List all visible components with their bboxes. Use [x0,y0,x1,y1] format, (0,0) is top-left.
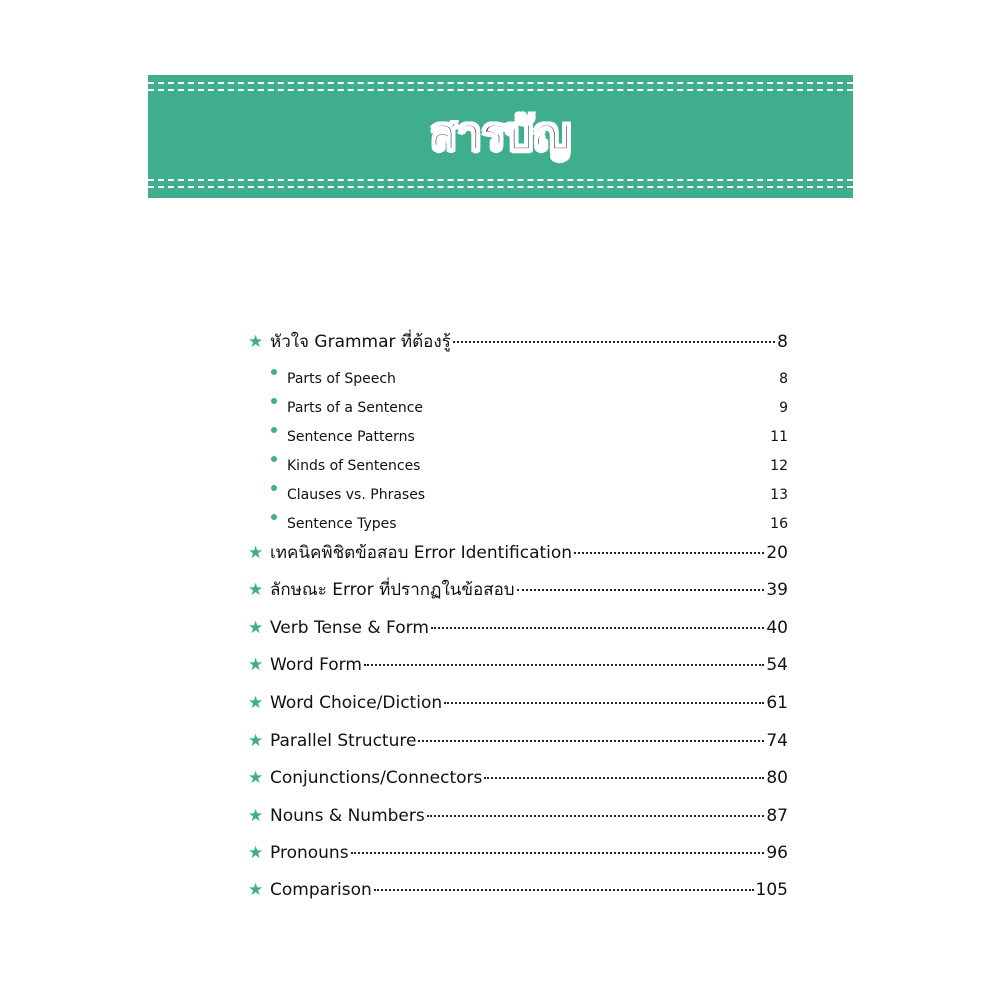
bullet-dot-icon [271,369,277,375]
toc-item-page: 61 [766,693,788,713]
toc-subitem-label: Sentence Types [287,516,397,532]
star-icon: ★ [248,332,264,352]
star-icon: ★ [248,543,264,563]
toc-subitem[interactable] [248,361,788,387]
dot-leader [431,627,764,629]
star-icon: ★ [248,806,264,826]
bullet-dot-icon [271,514,277,520]
toc-item-label: Conjunctions/Connectors [270,768,483,788]
toc-item-page: 96 [766,843,788,863]
dot-leader [427,815,765,817]
toc-subitem-label: Kinds of Sentences [287,458,421,474]
dot-leader [453,341,775,343]
toc-item-label: Verb Tense & Form [270,618,429,638]
toc-item-label: Word Choice/Diction [270,693,443,713]
toc-item-page: 80 [766,768,788,788]
toc-subitem[interactable] [248,506,788,532]
toc-item[interactable] [248,577,788,603]
toc-subitem-label: Parts of Speech [287,371,396,387]
dot-leader [418,740,764,742]
toc-subitem-label: Clauses vs. Phrases [287,487,426,503]
toc-item[interactable] [248,690,788,716]
toc-item-page: 39 [766,580,788,600]
stitch-line [148,82,853,84]
toc-subitem-page: 9 [779,400,788,416]
toc-item[interactable] [248,728,788,754]
toc-item-label: เทคนิคพิชิตข้อสอบ Error Identification [270,543,573,563]
star-icon: ★ [248,693,264,713]
toc-item[interactable] [248,803,788,829]
dot-leader [484,777,764,779]
stitch-line [148,179,853,181]
dot-leader [364,664,764,666]
star-icon: ★ [248,731,264,751]
dot-leader [351,852,765,854]
toc-subitem[interactable] [248,419,788,445]
toc-item[interactable] [248,329,788,355]
toc-item-page: 87 [766,806,788,826]
bullet-dot-icon [271,398,277,404]
toc-subitem-page: 8 [779,371,788,387]
star-icon: ★ [248,843,264,863]
toc-item-label: Word Form [270,655,362,675]
toc-item-label: Parallel Structure [270,731,417,751]
star-icon: ★ [248,580,264,600]
toc-item-label: Nouns & Numbers [270,806,425,826]
star-icon: ★ [248,655,264,675]
toc-item-label: ลักษณะ Error ที่ปรากฏในข้อสอบ [270,580,515,600]
toc-subitem-page: 13 [770,487,788,503]
toc-item-page: 105 [755,880,788,900]
toc-item-page: 54 [766,655,788,675]
bullet-dot-icon [271,427,277,433]
dot-leader [374,889,754,891]
toc-subitem-page: 12 [770,458,788,474]
toc-item-label: Comparison [270,880,372,900]
header-banner [148,75,853,198]
page-title: สารบัญ [430,109,571,160]
toc-subitem-label: Sentence Patterns [287,429,415,445]
toc-subitem-page: 16 [770,516,788,532]
toc-item[interactable] [248,615,788,641]
toc-item-page: 40 [766,618,788,638]
toc-item[interactable] [248,765,788,791]
stitch-line [148,186,853,188]
bullet-dot-icon [271,456,277,462]
star-icon: ★ [248,880,264,900]
dot-leader [444,702,764,704]
dot-leader [574,552,764,554]
toc-item-page: 20 [766,543,788,563]
toc-subitem[interactable] [248,448,788,474]
toc-item[interactable] [248,540,788,566]
stitch-line [148,89,853,91]
toc-subitem-page: 11 [770,429,788,445]
star-icon: ★ [248,618,264,638]
toc-subitem[interactable] [248,390,788,416]
star-icon: ★ [248,768,264,788]
bullet-dot-icon [271,485,277,491]
toc-item[interactable] [248,840,788,866]
toc-item[interactable] [248,652,788,678]
toc-subitem[interactable] [248,477,788,503]
toc-subitem-label: Parts of a Sentence [287,400,424,416]
toc-item-page: 8 [777,332,788,352]
dot-leader [517,589,765,591]
toc-item-page: 74 [766,731,788,751]
toc-item[interactable] [248,877,788,903]
toc-item-label: Pronouns [270,843,349,863]
toc-item-label: หัวใจ Grammar ที่ต้องรู้ [270,332,451,352]
